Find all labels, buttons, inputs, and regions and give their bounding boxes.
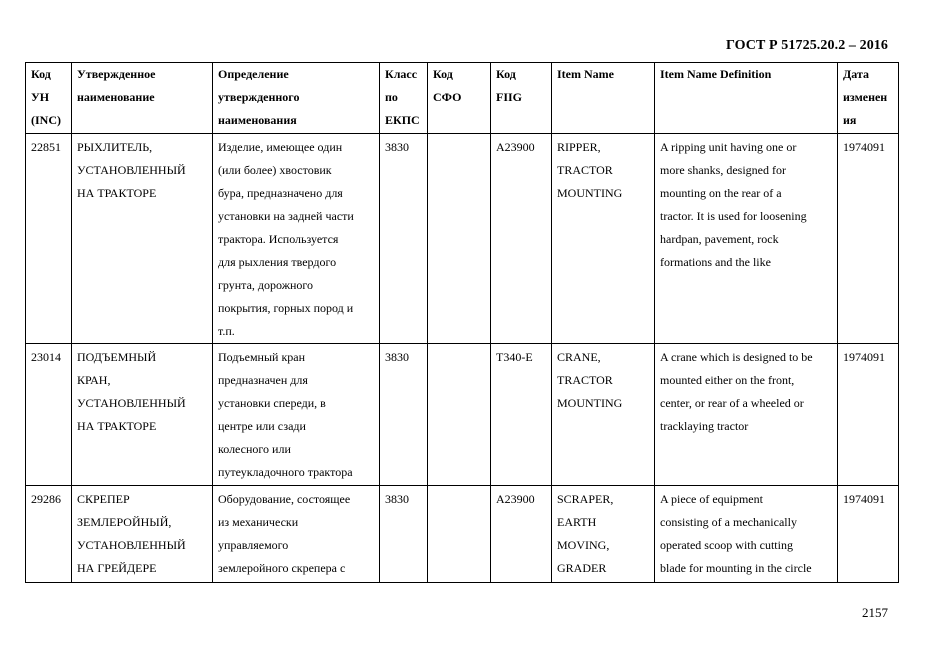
cell-inc: 29286 — [26, 486, 72, 583]
col-header-fiig: Код FIIG — [491, 63, 552, 134]
cell-class: 3830 — [380, 486, 428, 583]
cell-item-name: CRANE, TRACTOR MOUNTING — [552, 344, 655, 486]
cell-inc: 22851 — [26, 134, 72, 344]
table-row — [26, 486, 899, 583]
col-header-definition: Определение утвержденного наименования — [213, 63, 380, 134]
cell-class: 3830 — [380, 344, 428, 486]
cell-item-definition: A piece of equipment consisting of a mechanically operated scoop with cutting blade for mounting in the circle — [655, 486, 838, 583]
cell-date: 1974091 — [838, 134, 899, 344]
cell-definition: Подъемный кран предназначен для установки спереди, в центре или сзади колесного или путеукладочного трактора — [213, 344, 380, 486]
cell-date: 1974091 — [838, 486, 899, 583]
col-header-class: Класс по ЕКПС — [380, 63, 428, 134]
table-header — [26, 63, 899, 134]
cell-fiig: A23900 — [491, 134, 552, 344]
standard-designation: ГОСТ Р 51725.20.2 – 2016 — [725, 38, 888, 53]
cell-fiig: A23900 — [491, 486, 552, 583]
cell-item-definition: A crane which is designed to be mounted either on the front, center, or rear of a wheeled or tracklaying tractor — [655, 344, 838, 486]
table-row — [26, 344, 899, 486]
header-row — [26, 63, 899, 134]
cell-approved-name: РЫХЛИТЕЛЬ, УСТАНОВЛЕННЫЙ НА ТРАКТОРЕ — [72, 134, 213, 344]
cell-fiig: T340-E — [491, 344, 552, 486]
inc-table — [25, 62, 899, 583]
table-body — [26, 134, 899, 583]
col-header-item-definition: Item Name Definition — [655, 63, 838, 134]
col-header-sfo: Код СФО — [428, 63, 491, 134]
cell-inc: 23014 — [26, 344, 72, 486]
cell-sfo — [428, 486, 491, 583]
col-header-approved-name: Утвержденное наименование — [72, 63, 213, 134]
cell-item-name: RIPPER, TRACTOR MOUNTING — [552, 134, 655, 344]
cell-definition: Оборудование, состоящее из механически управляемого землеройного скрепера с — [213, 486, 380, 583]
cell-item-definition: A ripping unit having one or more shanks, designed for mounting on the rear of a tractor. It is used for loosening hardpan, pavement, rock formations and the like — [655, 134, 838, 344]
cell-item-name: SCRAPER, EARTH MOVING, GRADER — [552, 486, 655, 583]
table-row — [26, 134, 899, 344]
col-header-date: Дата изменен ия — [838, 63, 899, 134]
col-header-item-name: Item Name — [552, 63, 655, 134]
col-header-inc: Код УН (INC) — [26, 63, 72, 134]
cell-approved-name: СКРЕПЕР ЗЕМЛЕРОЙНЫЙ, УСТАНОВЛЕННЫЙ НА ГРЕЙДЕРЕ — [72, 486, 213, 583]
cell-class: 3830 — [380, 134, 428, 344]
cell-date: 1974091 — [838, 344, 899, 486]
cell-approved-name: ПОДЪЕМНЫЙ КРАН, УСТАНОВЛЕННЫЙ НА ТРАКТОРЕ — [72, 344, 213, 486]
cell-sfo — [428, 134, 491, 344]
page-number: 2157 — [862, 605, 888, 620]
cell-sfo — [428, 344, 491, 486]
cell-definition: Изделие, имеющее один (или более) хвостовик бура, предназначено для установки на задней части трактора. Используется для рыхления твердого грунта, дорожного покрытия, горных пород и т.п. — [213, 134, 380, 344]
